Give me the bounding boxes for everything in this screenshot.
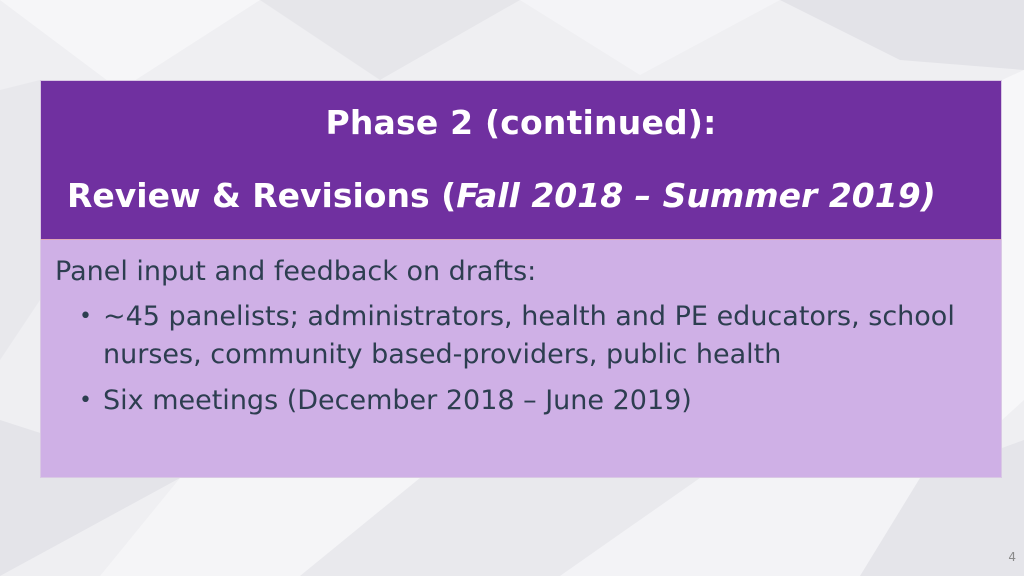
list-item [79,298,983,374]
body-band [41,240,1001,477]
bullet-icon: • [79,304,92,329]
intro-text: Panel input and feedback on drafts: [55,256,537,287]
subtitle-date-range: Fall 2018 – Summer 2019) [456,176,936,215]
slide-subtitle [67,176,936,215]
subtitle-text: Review & Revisions ( [67,176,457,215]
list-item [79,382,983,420]
list-item-text: Six meetings (December 2018 – June 2019) [103,385,692,416]
content-box [40,80,1002,478]
page-number: 4 [1008,550,1016,564]
list-item-text: ~45 panelists; administrators, health and PE educators, school nurses, community based-providers, public health [103,301,955,370]
title-band [41,81,1001,240]
slide-title: Phase 2 (continued): [325,103,717,142]
bullet-icon: • [79,388,92,413]
